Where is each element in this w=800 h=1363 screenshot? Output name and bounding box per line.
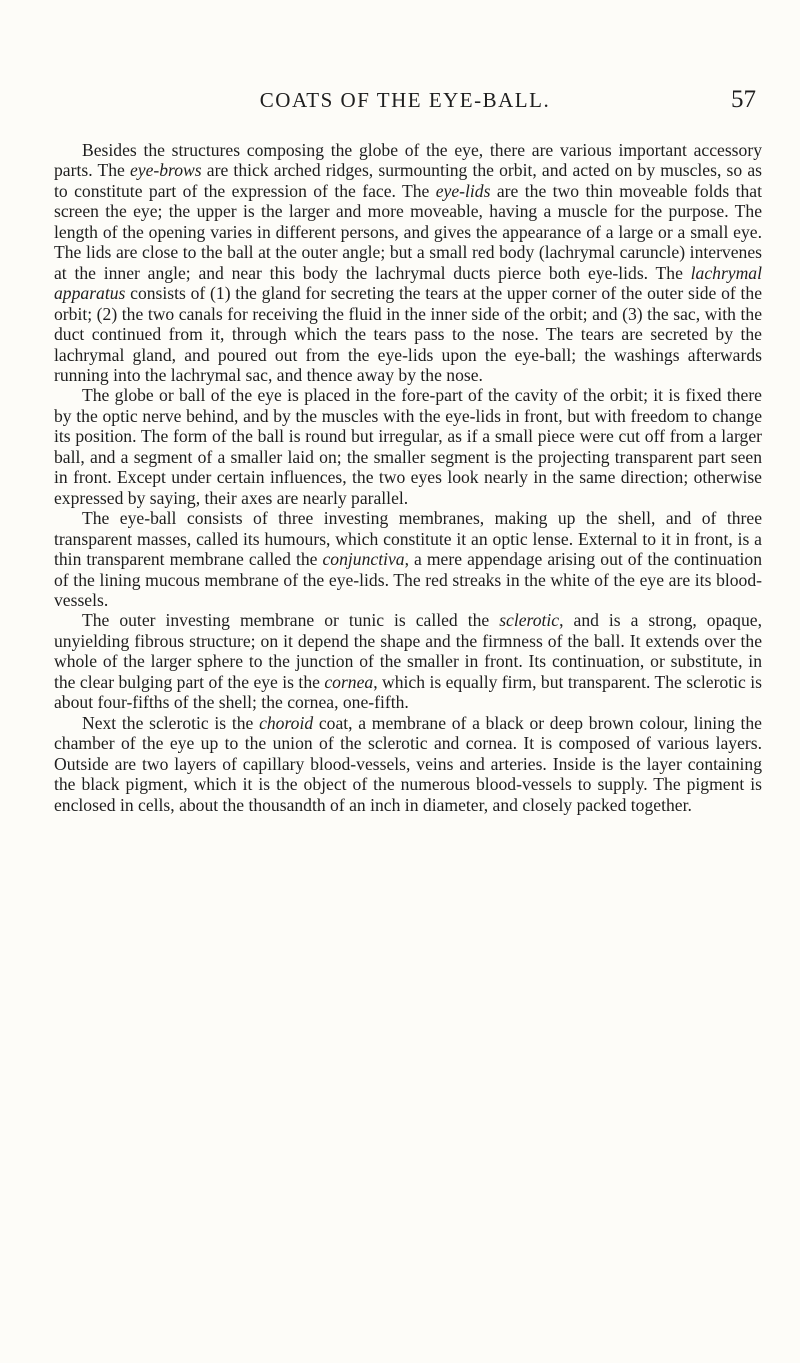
- paragraph: [54, 610, 762, 712]
- text-run: Next the sclerotic is the: [82, 712, 260, 733]
- paragraph: [54, 713, 762, 815]
- paragraph: [54, 508, 762, 610]
- italic-term: lachrymal apparatus: [54, 262, 762, 304]
- italic-term: eye-lids: [435, 180, 491, 201]
- text-run: , a mere appendage arising out of the continuation of the lining mucous membrane of the eye-lids. The red streaks in the white of the eye are its blood-vessels.: [54, 549, 762, 610]
- text-run: The globe or ball of the eye is placed in the fore-part of the cavity of the orbit; it is fixed there by the optic nerve behind, and by the muscles with the eye-lids in front, but with freedom to change its position. The form of the ball is round but irregular, as if a small piece were cut off from a larger ball, and a segment of a smaller laid on; the smaller segment is the projecting transparent part seen in front. Except under certain influences, the two eyes look nearly in the same direction; otherwise expressed by saying, their axes are nearly parallel.: [54, 385, 762, 508]
- italic-term: cornea: [324, 671, 374, 692]
- text-run: The eye-ball consists of three investing membranes, making up the shell, and of three transparent masses, called its humours, which constitute it an optic lense. External to it in front, is a thin transparent membrane called the: [54, 508, 762, 570]
- paragraph: [54, 385, 762, 508]
- text-run: Besides the structures composing the globe of the eye, there are various important accessory parts. The: [54, 140, 762, 181]
- body-text: [54, 140, 762, 815]
- italic-term: sclerotic: [499, 610, 560, 631]
- page-number: 57: [731, 86, 756, 113]
- italic-term: choroid: [259, 712, 314, 733]
- text-run: , and is a strong, opaque, unyielding fibrous structure; on it depend the shape and the firmness of the ball. It extends over the whole of the larger sphere to the junction of the smaller in front. Its continuation, or substitute, in the clear bulging part of the eye is the: [54, 610, 762, 692]
- running-title: COATS OF THE EYE-BALL.: [259, 88, 551, 112]
- text-run: , which is equally firm, but transparent. The sclerotic is about four-fifths of the shell; the cornea, one-fifth.: [54, 671, 762, 713]
- text-run: The outer investing membrane or tunic is called the: [82, 610, 500, 631]
- text-run: consists of (1) the gland for secreting the tears at the upper corner of the outer side of the orbit; (2) the two canals for receiving the fluid in the inner side of the orbit; and (3) the sac, with the duct continued from it, through which the tears pass to the nose. The tears are secreted by the lachrymal gland, and poured out from the eye-lids upon the eye-ball; the washings afterwards running into the lachrymal sac, and thence away by the nose.: [54, 283, 762, 385]
- text-run: are the two thin moveable folds that screen the eye; the upper is the larger and more moveable, having a muscle for the purpose. The length of the opening varies in different persons, and gives the appearance of a large or a small eye. The lids are close to the ball at the outer angle; but a small red body (lachrymal caruncle) intervenes at the inner angle; and near this body the lachrymal ducts pierce both eye-lids. The: [54, 180, 762, 283]
- italic-term: eye-brows: [129, 160, 202, 181]
- italic-term: conjunctiva: [322, 549, 405, 570]
- running-head: [54, 88, 756, 118]
- text-run: are thick arched ridges, surmounting the orbit, and acted on by muscles, so as to constitute part of the expression of the face. The: [54, 160, 762, 201]
- text-run: coat, a membrane of a black or deep brown colour, lining the chamber of the eye up to the union of the sclerotic and cornea. It is composed of various layers. Outside are two layers of capillary blood-vessels, veins and arteries. Inside is the layer containing the black pigment, which it is the object of the numerous blood-vessels to supply. The pigment is enclosed in cells, about the thousandth of an inch in diameter, and closely packed together.: [54, 712, 762, 815]
- paragraph: [54, 140, 762, 385]
